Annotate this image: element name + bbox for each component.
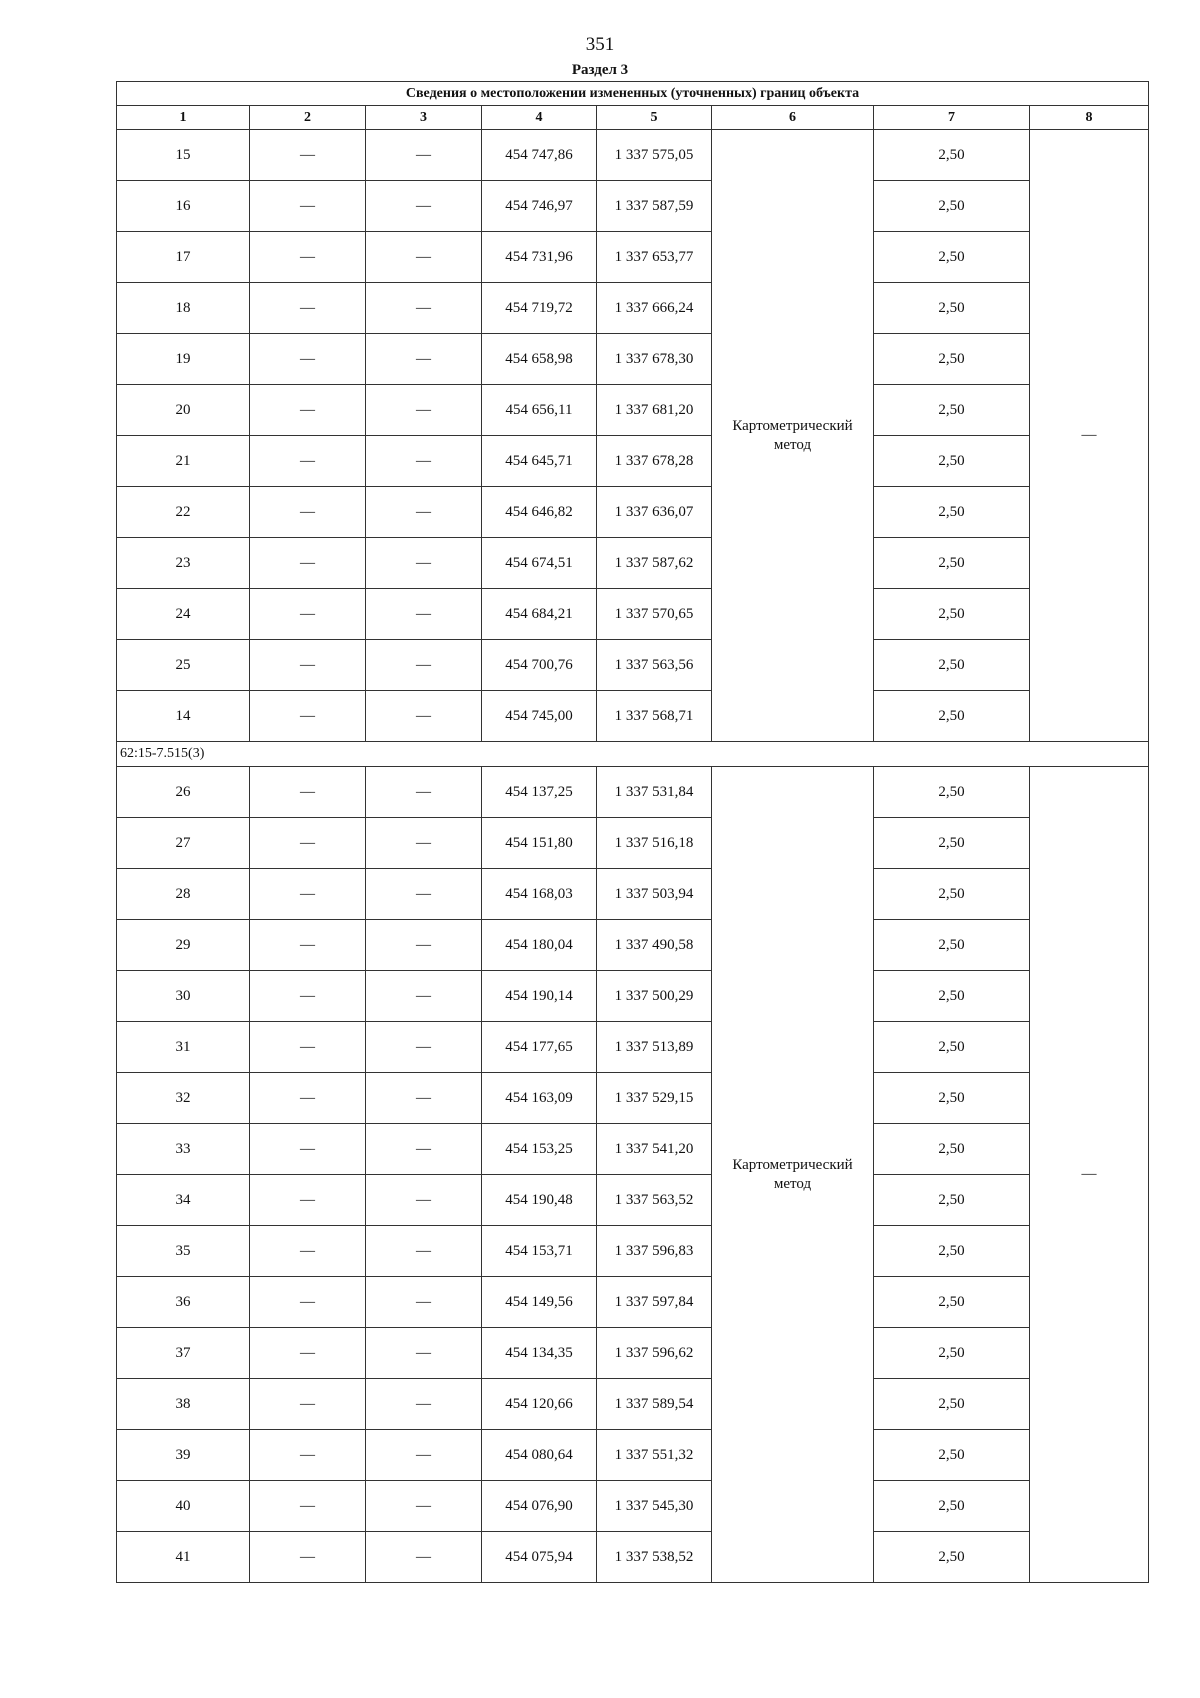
col2-value: — — [250, 334, 366, 385]
table-row — [117, 385, 1149, 436]
table-row — [117, 181, 1149, 232]
x-coordinate: 454 674,51 — [482, 538, 597, 589]
x-coordinate: 454 745,00 — [482, 691, 597, 742]
col3-value: — — [366, 1124, 482, 1175]
y-coordinate: 1 337 503,94 — [597, 869, 712, 920]
x-coordinate: 454 190,48 — [482, 1175, 597, 1226]
col3-value: — — [366, 1328, 482, 1379]
point-number: 41 — [117, 1532, 250, 1583]
col3-value: — — [366, 1022, 482, 1073]
table-row — [117, 1022, 1149, 1073]
col2-value: — — [250, 1481, 366, 1532]
x-coordinate: 454 137,25 — [482, 767, 597, 818]
x-coordinate: 454 080,64 — [482, 1430, 597, 1481]
y-coordinate: 1 337 513,89 — [597, 1022, 712, 1073]
boundary-table-container — [116, 81, 1148, 1583]
x-coordinate: 454 153,71 — [482, 1226, 597, 1277]
x-coordinate: 454 646,82 — [482, 487, 597, 538]
group-label-row — [117, 742, 1149, 767]
x-coordinate: 454 149,56 — [482, 1277, 597, 1328]
column-header-4: 4 — [482, 106, 597, 130]
accuracy-value: 2,50 — [874, 538, 1030, 589]
y-coordinate: 1 337 653,77 — [597, 232, 712, 283]
accuracy-value: 2,50 — [874, 283, 1030, 334]
table-row — [117, 1175, 1149, 1226]
y-coordinate: 1 337 490,58 — [597, 920, 712, 971]
point-number: 29 — [117, 920, 250, 971]
x-coordinate: 454 700,76 — [482, 640, 597, 691]
x-coordinate: 454 134,35 — [482, 1328, 597, 1379]
point-number: 34 — [117, 1175, 250, 1226]
col2-value: — — [250, 1277, 366, 1328]
point-number: 31 — [117, 1022, 250, 1073]
col3-value: — — [366, 1226, 482, 1277]
point-number: 40 — [117, 1481, 250, 1532]
x-coordinate: 454 120,66 — [482, 1379, 597, 1430]
x-coordinate: 454 645,71 — [482, 436, 597, 487]
column-header-7: 7 — [874, 106, 1030, 130]
y-coordinate: 1 337 636,07 — [597, 487, 712, 538]
col2-value: — — [250, 1124, 366, 1175]
column-header-5: 5 — [597, 106, 712, 130]
table-row — [117, 1430, 1149, 1481]
y-coordinate: 1 337 587,62 — [597, 538, 712, 589]
col2-value: — — [250, 436, 366, 487]
group-label: 62:15-7.515(3) — [117, 742, 1149, 767]
table-title: Сведения о местоположении измененных (уточненных) границ объекта — [117, 82, 1149, 106]
point-number: 25 — [117, 640, 250, 691]
table-row — [117, 818, 1149, 869]
point-number: 27 — [117, 818, 250, 869]
point-number: 24 — [117, 589, 250, 640]
y-coordinate: 1 337 681,20 — [597, 385, 712, 436]
col2-value: — — [250, 1226, 366, 1277]
x-coordinate: 454 151,80 — [482, 818, 597, 869]
x-coordinate: 454 656,11 — [482, 385, 597, 436]
table-row — [117, 283, 1149, 334]
col3-value: — — [366, 1175, 482, 1226]
y-coordinate: 1 337 596,83 — [597, 1226, 712, 1277]
point-number: 22 — [117, 487, 250, 538]
col3-value: — — [366, 767, 482, 818]
col2-value: — — [250, 1073, 366, 1124]
point-number: 18 — [117, 283, 250, 334]
y-coordinate: 1 337 678,30 — [597, 334, 712, 385]
col3-value: — — [366, 818, 482, 869]
col3-value: — — [366, 1073, 482, 1124]
page-number: 351 — [585, 34, 615, 55]
y-coordinate: 1 337 678,28 — [597, 436, 712, 487]
x-coordinate: 454 731,96 — [482, 232, 597, 283]
accuracy-value: 2,50 — [874, 1022, 1030, 1073]
accuracy-value: 2,50 — [874, 232, 1030, 283]
x-coordinate: 454 658,98 — [482, 334, 597, 385]
col3-value: — — [366, 971, 482, 1022]
col2-value: — — [250, 487, 366, 538]
accuracy-value: 2,50 — [874, 1124, 1030, 1175]
table-body — [117, 130, 1149, 1583]
accuracy-value: 2,50 — [874, 1226, 1030, 1277]
point-number: 14 — [117, 691, 250, 742]
x-coordinate: 454 075,94 — [482, 1532, 597, 1583]
accuracy-value: 2,50 — [874, 334, 1030, 385]
y-coordinate: 1 337 666,24 — [597, 283, 712, 334]
y-coordinate: 1 337 541,20 — [597, 1124, 712, 1175]
accuracy-value: 2,50 — [874, 1532, 1030, 1583]
x-coordinate: 454 746,97 — [482, 181, 597, 232]
col2-value: — — [250, 767, 366, 818]
col2-value: — — [250, 538, 366, 589]
col2-value: — — [250, 181, 366, 232]
table-row — [117, 232, 1149, 283]
point-number: 23 — [117, 538, 250, 589]
point-number: 26 — [117, 767, 250, 818]
method-cell: Картометрический метод — [712, 130, 874, 742]
y-coordinate: 1 337 516,18 — [597, 818, 712, 869]
col2-value: — — [250, 1430, 366, 1481]
point-number: 19 — [117, 334, 250, 385]
point-number: 28 — [117, 869, 250, 920]
column-header-6: 6 — [712, 106, 874, 130]
col2-value: — — [250, 971, 366, 1022]
y-coordinate: 1 337 589,54 — [597, 1379, 712, 1430]
col3-value: — — [366, 1277, 482, 1328]
table-row — [117, 971, 1149, 1022]
accuracy-value: 2,50 — [874, 130, 1030, 181]
col2-value: — — [250, 232, 366, 283]
col3-value: — — [366, 1481, 482, 1532]
x-coordinate: 454 153,25 — [482, 1124, 597, 1175]
column-header-row — [117, 106, 1149, 130]
y-coordinate: 1 337 596,62 — [597, 1328, 712, 1379]
point-number: 32 — [117, 1073, 250, 1124]
col2-value: — — [250, 283, 366, 334]
x-coordinate: 454 168,03 — [482, 869, 597, 920]
col3-value: — — [366, 385, 482, 436]
y-coordinate: 1 337 551,32 — [597, 1430, 712, 1481]
col2-value: — — [250, 1532, 366, 1583]
y-coordinate: 1 337 563,52 — [597, 1175, 712, 1226]
col2-value: — — [250, 920, 366, 971]
table-row — [117, 1277, 1149, 1328]
col2-value: — — [250, 1328, 366, 1379]
accuracy-value: 2,50 — [874, 767, 1030, 818]
y-coordinate: 1 337 587,59 — [597, 181, 712, 232]
point-number: 35 — [117, 1226, 250, 1277]
col3-value: — — [366, 640, 482, 691]
table-row — [117, 487, 1149, 538]
x-coordinate: 454 719,72 — [482, 283, 597, 334]
table-row — [117, 1379, 1149, 1430]
table-row — [117, 767, 1149, 818]
column-header-8: 8 — [1030, 106, 1149, 130]
table-row — [117, 1532, 1149, 1583]
accuracy-value: 2,50 — [874, 487, 1030, 538]
y-coordinate: 1 337 531,84 — [597, 767, 712, 818]
x-coordinate: 454 163,09 — [482, 1073, 597, 1124]
accuracy-value: 2,50 — [874, 385, 1030, 436]
col2-value: — — [250, 869, 366, 920]
col2-value: — — [250, 589, 366, 640]
y-coordinate: 1 337 568,71 — [597, 691, 712, 742]
table-row — [117, 691, 1149, 742]
accuracy-value: 2,50 — [874, 691, 1030, 742]
col2-value: — — [250, 818, 366, 869]
col2-value: — — [250, 385, 366, 436]
x-coordinate: 454 684,21 — [482, 589, 597, 640]
table-row — [117, 334, 1149, 385]
col3-value: — — [366, 589, 482, 640]
column-header-1: 1 — [117, 106, 250, 130]
table-row — [117, 869, 1149, 920]
table-row — [117, 538, 1149, 589]
y-coordinate: 1 337 575,05 — [597, 130, 712, 181]
col3-value: — — [366, 538, 482, 589]
accuracy-value: 2,50 — [874, 436, 1030, 487]
col3-value: — — [366, 283, 482, 334]
table-row — [117, 1328, 1149, 1379]
col3-value: — — [366, 1379, 482, 1430]
accuracy-value: 2,50 — [874, 1277, 1030, 1328]
col8-value: — — [1030, 130, 1149, 742]
col3-value: — — [366, 920, 482, 971]
accuracy-value: 2,50 — [874, 1379, 1030, 1430]
col2-value: — — [250, 1379, 366, 1430]
point-number: 21 — [117, 436, 250, 487]
point-number: 15 — [117, 130, 250, 181]
accuracy-value: 2,50 — [874, 1175, 1030, 1226]
accuracy-value: 2,50 — [874, 818, 1030, 869]
point-number: 16 — [117, 181, 250, 232]
accuracy-value: 2,50 — [874, 1073, 1030, 1124]
table-row — [117, 1124, 1149, 1175]
col3-value: — — [366, 436, 482, 487]
col3-value: — — [366, 1430, 482, 1481]
x-coordinate: 454 180,04 — [482, 920, 597, 971]
accuracy-value: 2,50 — [874, 971, 1030, 1022]
point-number: 36 — [117, 1277, 250, 1328]
y-coordinate: 1 337 545,30 — [597, 1481, 712, 1532]
col2-value: — — [250, 1175, 366, 1226]
accuracy-value: 2,50 — [874, 1481, 1030, 1532]
col2-value: — — [250, 640, 366, 691]
table-row — [117, 640, 1149, 691]
accuracy-value: 2,50 — [874, 1430, 1030, 1481]
accuracy-value: 2,50 — [874, 589, 1030, 640]
point-number: 39 — [117, 1430, 250, 1481]
column-header-2: 2 — [250, 106, 366, 130]
y-coordinate: 1 337 570,65 — [597, 589, 712, 640]
x-coordinate: 454 747,86 — [482, 130, 597, 181]
point-number: 30 — [117, 971, 250, 1022]
col3-value: — — [366, 1532, 482, 1583]
table-row — [117, 1226, 1149, 1277]
accuracy-value: 2,50 — [874, 181, 1030, 232]
col2-value: — — [250, 691, 366, 742]
y-coordinate: 1 337 538,52 — [597, 1532, 712, 1583]
x-coordinate: 454 177,65 — [482, 1022, 597, 1073]
point-number: 20 — [117, 385, 250, 436]
table-row — [117, 1073, 1149, 1124]
section-title: Раздел 3 — [571, 62, 629, 78]
col3-value: — — [366, 130, 482, 181]
method-cell: Картометрический метод — [712, 767, 874, 1583]
point-number: 33 — [117, 1124, 250, 1175]
col8-value: — — [1030, 767, 1149, 1583]
col3-value: — — [366, 232, 482, 283]
col3-value: — — [366, 869, 482, 920]
col2-value: — — [250, 1022, 366, 1073]
y-coordinate: 1 337 597,84 — [597, 1277, 712, 1328]
point-number: 17 — [117, 232, 250, 283]
column-header-3: 3 — [366, 106, 482, 130]
col3-value: — — [366, 691, 482, 742]
col3-value: — — [366, 334, 482, 385]
table-row — [117, 130, 1149, 181]
col3-value: — — [366, 487, 482, 538]
accuracy-value: 2,50 — [874, 869, 1030, 920]
y-coordinate: 1 337 529,15 — [597, 1073, 712, 1124]
table-row — [117, 920, 1149, 971]
col2-value: — — [250, 130, 366, 181]
table-row — [117, 1481, 1149, 1532]
accuracy-value: 2,50 — [874, 640, 1030, 691]
accuracy-value: 2,50 — [874, 920, 1030, 971]
x-coordinate: 454 076,90 — [482, 1481, 597, 1532]
table-row — [117, 436, 1149, 487]
point-number: 37 — [117, 1328, 250, 1379]
point-number: 38 — [117, 1379, 250, 1430]
boundary-table — [116, 81, 1149, 1583]
x-coordinate: 454 190,14 — [482, 971, 597, 1022]
col3-value: — — [366, 181, 482, 232]
table-row — [117, 589, 1149, 640]
y-coordinate: 1 337 500,29 — [597, 971, 712, 1022]
y-coordinate: 1 337 563,56 — [597, 640, 712, 691]
accuracy-value: 2,50 — [874, 1328, 1030, 1379]
